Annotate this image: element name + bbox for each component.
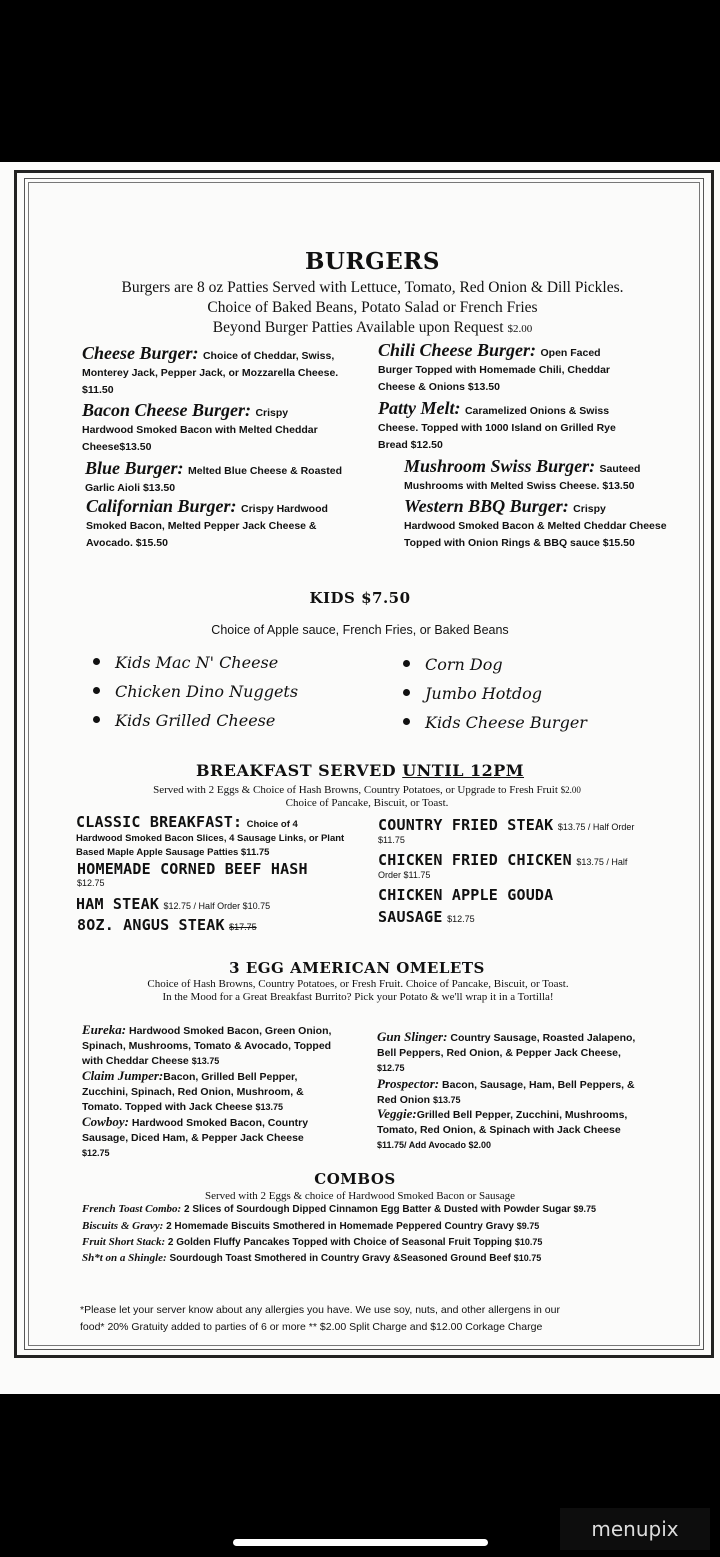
bullet-icon	[403, 689, 410, 696]
kids-item: Kids Grilled Cheese	[93, 711, 275, 730]
item-desc: Choice of Cheddar, Swiss,	[202, 350, 335, 362]
item-price: $11.50	[82, 384, 114, 396]
menu-item	[404, 496, 694, 552]
menu-page	[0, 162, 720, 1394]
bullet-icon	[93, 716, 100, 723]
item-price: Avocado. $15.50	[86, 537, 168, 549]
allergy-note: *Please let your server know about any allergies you have. We use soy, nuts, and other allergens in our food* 20% Gratuity added to parties of 6 or more ** $2.00 Split Charge and $12.00 Corkage Charge	[80, 1304, 560, 1333]
item-desc: Mushrooms with Melted Swiss Cheese. $13.50	[404, 480, 635, 492]
item-desc: Garlic Aioli $13.50	[85, 482, 176, 494]
item-desc: Crispy Hardwood	[241, 503, 328, 515]
burgers-intro-line: Beyond Burger Patties Available upon Request $2.00	[212, 319, 533, 336]
item-name: Patty Melt:	[378, 398, 461, 418]
omelet-item: Gun Slinger: Country Sausage, Roasted Jalapeno, Bell Peppers, Red Onion, & Pepper Jack Cheese, $12.75	[377, 1029, 636, 1073]
menupix-watermark: menupix	[560, 1508, 710, 1550]
omelet-item: Prospector: Bacon, Sausage, Ham, Bell Peppers, & Red Onion $13.75	[377, 1076, 635, 1106]
kids-choice: Choice of Apple sauce, French Fries, or Baked Beans	[211, 623, 509, 637]
item-desc: Burger Topped with Homemade Chili, Cheddar	[378, 364, 610, 376]
combo-item: Biscuits & Gravy: 2 Homemade Biscuits Smothered in Homemade Peppered Country Gravy $9.75	[82, 1220, 540, 1232]
omelets-title: 3 EGG AMERICAN OMELETS	[229, 959, 485, 977]
bullet-icon	[93, 687, 100, 694]
combo-item: Fruit Short Stack: 2 Golden Fluffy Pancakes Topped with Choice of Seasonal Fruit Topping $10.75	[82, 1236, 543, 1248]
combo-item: French Toast Combo: 2 Slices of Sourdough Dipped Cinnamon Egg Batter & Dusted with Powder Sugar $9.75	[82, 1203, 597, 1215]
item-desc: Melted Blue Cheese & Roasted	[187, 465, 343, 477]
omelet-item: Veggie:Grilled Bell Pepper, Zucchini, Mushrooms, Tomato, Red Onion, & Spinach with Jack Cheese $11.75/ Add Avocado $2.00	[377, 1106, 628, 1150]
item-name: Chili Cheese Burger:	[378, 340, 537, 360]
menu-item	[82, 400, 382, 456]
breakfast-item: CHICKEN FRIED CHICKEN $13.75 / Half Order $11.75	[378, 851, 628, 880]
item-desc: Open Faced	[540, 347, 601, 359]
item-name: Cheese Burger:	[82, 343, 199, 363]
menu-item	[85, 458, 385, 497]
kids-title: KIDS $7.50	[309, 589, 411, 607]
kids-item: Chicken Dino Nuggets	[93, 682, 298, 701]
item-name: Bacon Cheese Burger:	[82, 400, 252, 420]
omelets-intro: Choice of Hash Browns, Country Potatoes, or Fresh Fruit. Choice of Pancake, Biscuit, or Toast. In the Mood for a Great Breakfast Burrito? Pick your Potato & we'll wrap it in a Tortilla!	[147, 978, 569, 1003]
item-name: Mushroom Swiss Burger:	[404, 456, 596, 476]
item-desc: Crispy	[573, 503, 606, 515]
combo-item: Sh*t on a Shingle: Sourdough Toast Smothered in Country Gravy &Seasoned Ground Beef $10.75	[82, 1252, 542, 1264]
menu-item	[82, 343, 382, 399]
item-desc: Hardwood Smoked Bacon with Melted Cheddar	[82, 424, 318, 436]
item-desc: Crispy	[255, 407, 289, 419]
breakfast-title: BREAKFAST SERVED UNTIL 12PM	[195, 761, 525, 780]
bullet-icon	[403, 660, 410, 667]
burgers-intro-line: Choice of Baked Beans, Potato Salad or French Fries	[207, 299, 538, 316]
breakfast-item: HAM STEAK $12.75 / Half Order $10.75	[76, 895, 271, 913]
bullet-icon	[403, 718, 410, 725]
omelet-item: Claim Jumper:Bacon, Grilled Bell Pepper, Zucchini, Spinach, Red Onion, Mushroom, & Tomato. Topped with Jack Cheese $13.75	[82, 1068, 304, 1113]
menu-item	[378, 398, 678, 454]
omelet-item: Cowboy: Hardwood Smoked Bacon, Country Sausage, Diced Ham, & Pepper Jack Cheese $12.75	[82, 1114, 309, 1158]
menu-item	[378, 340, 678, 396]
menu-item	[404, 456, 694, 495]
item-desc: Monterey Jack, Pepper Jack, or Mozzarella Cheese.	[82, 367, 339, 379]
item-desc: Sauteed	[599, 463, 641, 475]
item-price: Cheese & Onions $13.50	[378, 381, 500, 393]
item-price: Bread $12.50	[378, 439, 443, 451]
kids-item: Corn Dog	[403, 655, 503, 674]
omelet-item: Eureka: Hardwood Smoked Bacon, Green Onion, Spinach, Mushrooms, Tomato & Avocado, Topped with Cheddar Cheese $13.75	[82, 1022, 332, 1067]
item-desc: Caramelized Onions & Swiss	[464, 405, 610, 417]
item-name: Californian Burger:	[86, 496, 237, 516]
breakfast-item: HOMEMADE CORNED BEEF HASH $12.75	[77, 860, 308, 888]
bullet-icon	[93, 658, 100, 665]
breakfast-intro: Served with 2 Eggs & Choice of Hash Browns, Country Potatoes, or Upgrade to Fresh Fruit $2.00 Choice of Pancake, Biscuit, or Toast.	[153, 784, 581, 809]
breakfast-item: COUNTRY FRIED STEAK $13.75 / Half Order $11.75	[378, 816, 635, 845]
menu-item	[86, 496, 386, 552]
burgers-intro	[0, 278, 720, 339]
kids-item: Kids Cheese Burger	[403, 713, 587, 732]
breakfast-item: 8OZ. ANGUS STEAK $17.75	[77, 916, 257, 934]
item-desc: Smoked Bacon, Melted Pepper Jack Cheese &	[86, 520, 317, 532]
item-desc: Cheese. Topped with 1000 Island on Grilled Rye	[378, 422, 616, 434]
kids-item: Jumbo Hotdog	[403, 684, 542, 703]
burgers-title: BURGERS	[304, 248, 440, 275]
item-name: Western BBQ Burger:	[404, 496, 569, 516]
combos-title: COMBOS	[314, 1170, 396, 1188]
burgers-intro-line: Burgers are 8 oz Patties Served with Lettuce, Tomato, Red Onion & Dill Pickles.	[121, 279, 624, 296]
combos-intro: Served with 2 Eggs & choice of Hardwood Smoked Bacon or Sausage	[204, 1190, 516, 1202]
kids-item: Kids Mac N' Cheese	[93, 653, 278, 672]
item-price: Topped with Onion Rings & BBQ sauce $15.50	[404, 537, 635, 549]
item-name: Blue Burger:	[85, 458, 184, 478]
breakfast-item: CHICKEN APPLE GOUDA SAUSAGE $12.75	[378, 886, 554, 926]
item-price: Cheese$13.50	[82, 441, 152, 453]
breakfast-item: CLASSIC BREAKFAST: Choice of 4 Hardwood Smoked Bacon Slices, 4 Sausage Links, or Plant Based Maple Apple Sausage Patties $11.75	[76, 813, 345, 858]
home-indicator[interactable]	[233, 1539, 488, 1546]
item-desc: Hardwood Smoked Bacon & Melted Cheddar Cheese	[404, 520, 667, 532]
